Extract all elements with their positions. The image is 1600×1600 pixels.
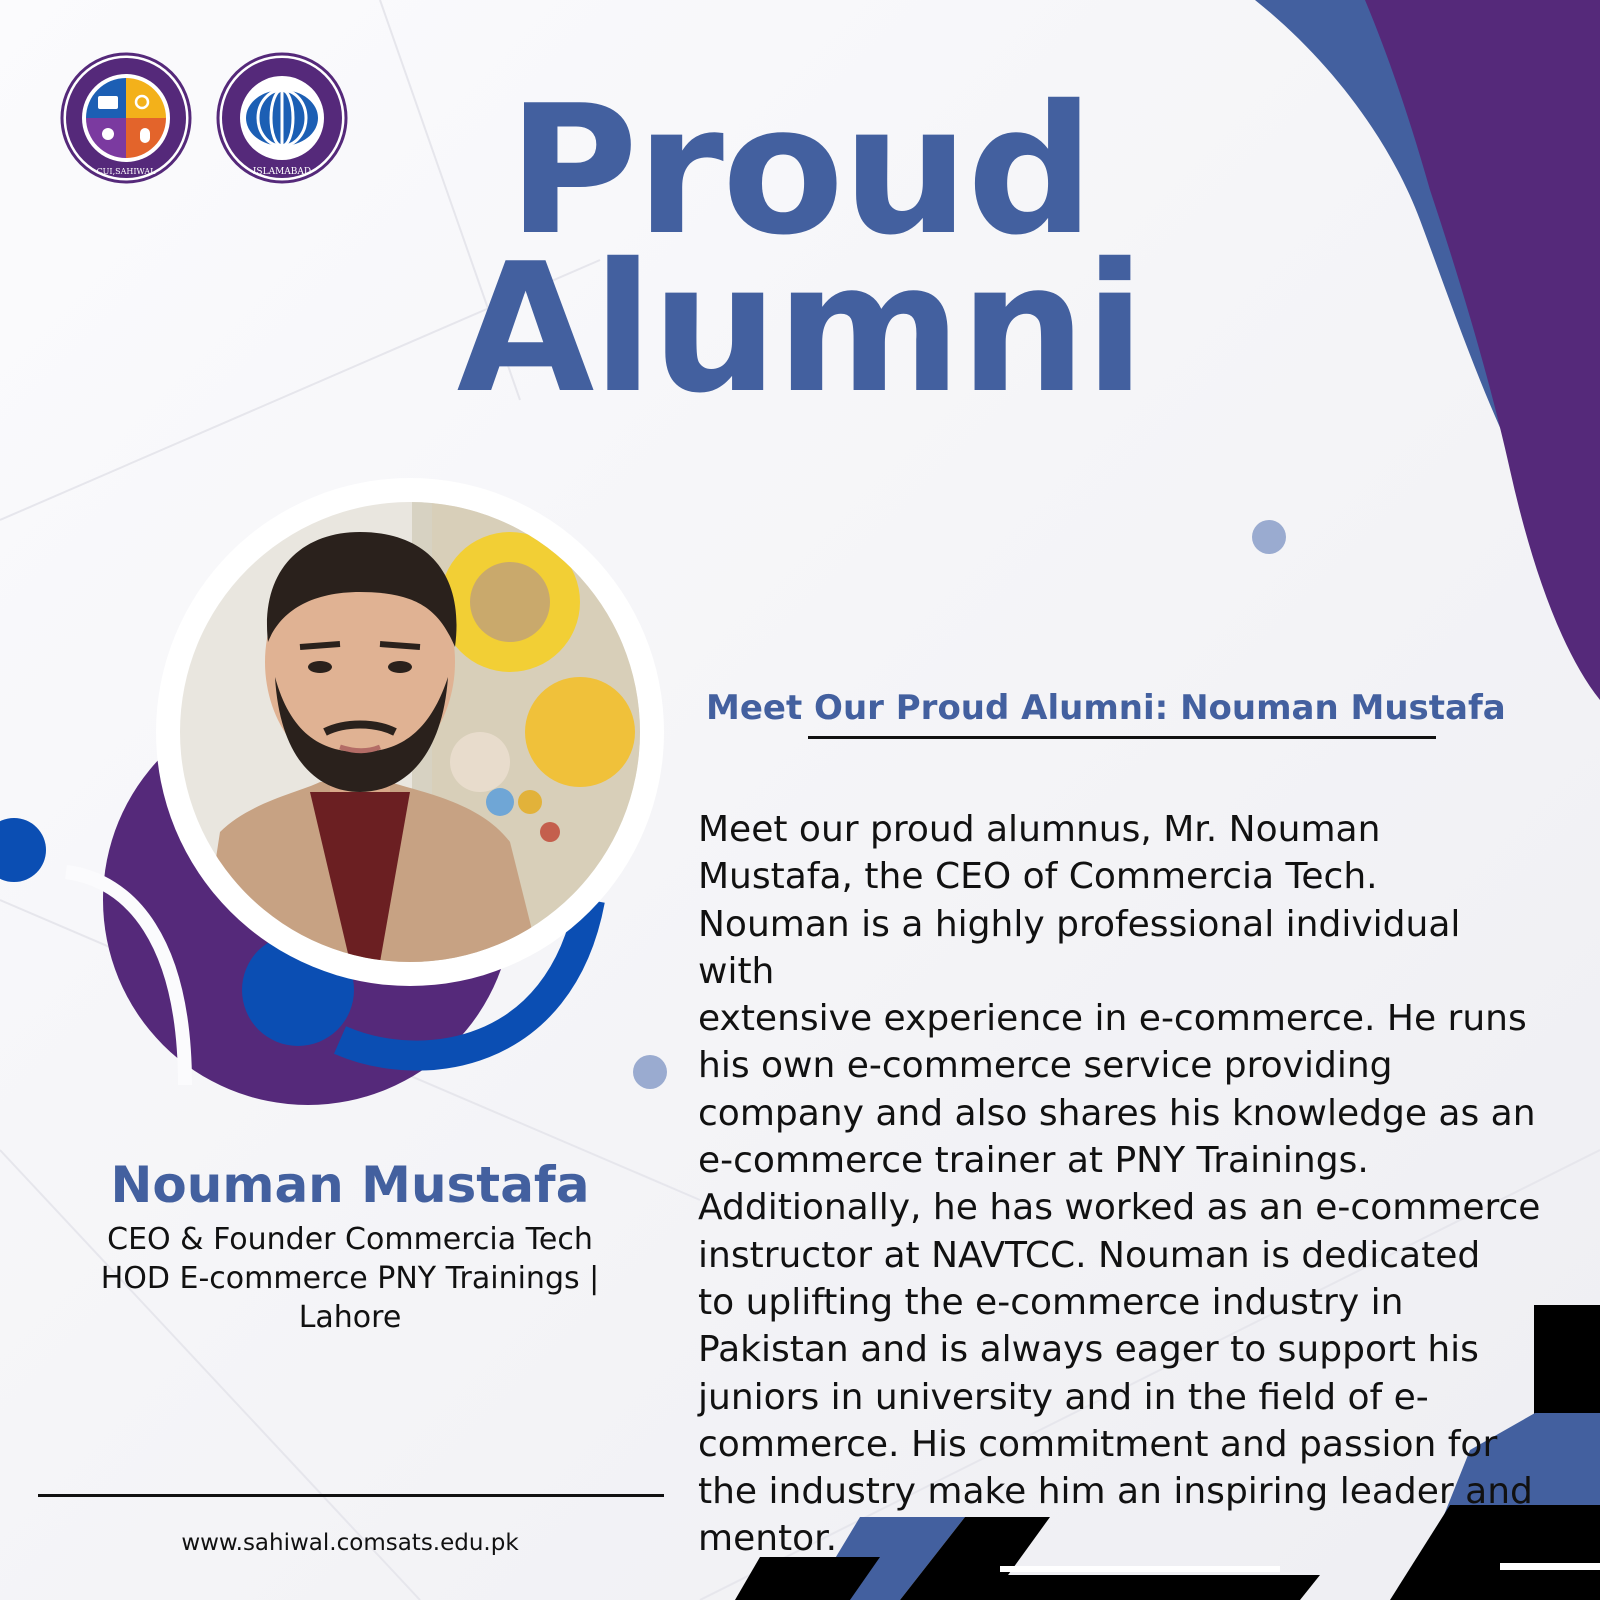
headline [0,67,1600,432]
bio-paragraph [698,806,1548,1563]
bio-line: Nouman is a highly professional individual with [698,903,1461,992]
bio-line: commerce. His commitment and passion for [698,1423,1498,1465]
bio-line: Meet our proud alumnus, Mr. Nouman [698,809,1381,850]
alumni-photo [180,502,640,962]
alumni-role-line: CEO & Founder Commercia Tech [107,1222,593,1257]
bio-line: e-commerce trainer at PNY Trainings. [698,1140,1369,1182]
bio-line: extensive experience in e-commerce. He runs [698,998,1527,1040]
bio-line: Additionally, he has worked as an e-commerce [698,1187,1541,1229]
bio-line: to uplifting the e-commerce industry in [698,1281,1404,1323]
bio-line: the industry make him an inspiring leader and [698,1471,1533,1513]
bio-line: Mustafa, the CEO of Commercia Tech. [698,856,1378,898]
alumni-role-line: HOD E-commerce PNY Trainings | [100,1261,600,1296]
bio-line: his own e-commerce service providing [698,1045,1393,1087]
svg-text:ISLAMABAD: ISLAMABAD [252,167,312,177]
section-title: Meet Our Proud Alumni: Nouman Mustafa [706,688,1506,728]
svg-text:CUI,SAHIWAL: CUI,SAHIWAL [96,167,156,176]
bio-line: company and also shares his knowledge as an [698,1092,1536,1134]
footer-divider [38,1494,664,1497]
website-link[interactable]: www.sahiwal.comsats.edu.pk [181,1530,519,1556]
headline-line-2: Alumni [456,225,1144,432]
bio-line: Pakistan and is always eager to support his [698,1329,1479,1371]
bio-line: instructor at NAVTCC. Nouman is dedicated [698,1234,1481,1276]
section-title-underline [808,736,1436,739]
alumni-role-line: Lahore [298,1300,402,1335]
bio-line: mentor. [698,1518,838,1560]
alumni-role [70,1220,630,1337]
bio-line: juniors in university and in the field of e- [698,1376,1429,1418]
portrait-illustration [180,502,640,962]
headline-line-1: Proud [507,67,1093,274]
alumni-name: Nouman Mustafa [110,1156,590,1214]
dot-middle [633,1055,667,1089]
dot-right [1252,520,1286,554]
